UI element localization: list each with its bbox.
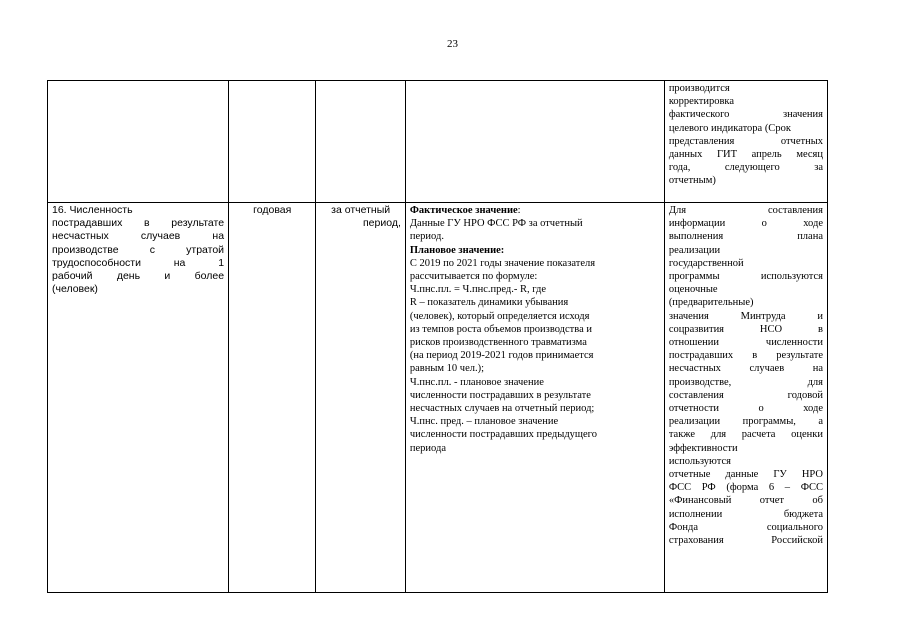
text-line: несчастных случаев на xyxy=(52,230,225,243)
text-line: рабочий день и более xyxy=(52,270,225,283)
planned-value-heading: Плановое значение: xyxy=(409,244,505,256)
text-line: равным 10 чел.); xyxy=(409,363,485,375)
text-line: используются xyxy=(668,455,731,467)
text-line: «Финансовый отчет об xyxy=(668,495,823,507)
text-line: за отчетный xyxy=(331,204,391,216)
formula-line: Ч.пнс.пл. = Ч.пнс.пред.- R, где xyxy=(409,284,546,296)
text-line: года, следующего за xyxy=(668,162,823,174)
text-line: программы используются xyxy=(668,271,823,283)
indicator-table xyxy=(47,80,828,593)
cell-periodicity xyxy=(229,203,316,593)
text-line: производстве с утратой xyxy=(52,243,225,256)
cell-data-source xyxy=(664,203,827,593)
text-line: составления годовой xyxy=(668,389,823,401)
text-line: значения Минтруда и xyxy=(668,310,823,322)
text-line: отчетным) xyxy=(668,175,716,187)
text-line: производится xyxy=(668,83,730,94)
text-line: пострадавших в результате xyxy=(668,350,823,362)
text-line: Фонда социального xyxy=(668,521,823,533)
text-line: отчетности о ходе xyxy=(668,403,823,415)
text-line: реализации программы, а xyxy=(668,416,823,428)
text-line: данных ГИТ апрель месяц xyxy=(668,149,823,161)
text-line: С 2019 по 2021 годы значение показателя xyxy=(409,257,596,269)
table-row-continuation xyxy=(48,81,828,203)
actual-value-heading-line xyxy=(410,204,660,217)
cell-period xyxy=(316,203,405,593)
text-line: корректировка xyxy=(668,96,735,108)
text-line: (предварительные) xyxy=(668,297,754,309)
text-line: оценочные xyxy=(668,284,718,296)
text-line: несчастных случаев на xyxy=(668,363,823,375)
text-line: соцразвития НСО в xyxy=(668,323,823,335)
text-line: периода xyxy=(409,442,446,454)
table-row-indicator-16 xyxy=(48,203,828,593)
text-line: Данные ГУ НРО ФСС РФ за отчетный xyxy=(409,218,583,230)
text-line: государственной xyxy=(668,257,744,269)
text-line: период. xyxy=(409,231,444,243)
cell-method-empty xyxy=(405,81,664,203)
text-line: Ч.пнс.пл. - плановое значение xyxy=(409,376,544,388)
text-line: отчетные данные ГУ НРО xyxy=(668,469,823,481)
text-line: информации о ходе xyxy=(668,218,823,230)
text-line: период, xyxy=(362,217,401,230)
actual-value-heading: Фактическое значение xyxy=(409,205,518,216)
text-line: эффективности xyxy=(668,442,738,454)
text-line: (человек), который определяется исходя xyxy=(409,310,590,322)
text-line: также для расчета оценки xyxy=(668,429,823,441)
text-line: Ч.пнс. пред. – плановое значение xyxy=(409,416,559,428)
text-line: фактического значения xyxy=(668,109,823,121)
text-line: R – показатель динамики убывания xyxy=(409,297,569,309)
page-number: 23 xyxy=(447,38,458,50)
text-line: целевого индикатора (Срок xyxy=(668,122,791,134)
text-line: численности пострадавших в результате xyxy=(409,389,591,401)
text-line: численности пострадавших предыдущего xyxy=(409,429,597,441)
text-line: реализации xyxy=(668,244,721,256)
text-line: страхования Российской xyxy=(668,535,823,547)
cell-indicator-empty xyxy=(48,81,229,203)
text-line: выполнения плана xyxy=(668,231,823,243)
cell-source-continuation xyxy=(664,81,827,203)
text-line: пострадавших в результате xyxy=(52,217,225,230)
text-line: представления отчетных xyxy=(668,135,823,147)
text-line: 16. Численность xyxy=(52,204,133,216)
text-line: Для составления xyxy=(668,205,823,216)
periodicity-value: годовая xyxy=(253,204,292,216)
text-line: трудоспособности на 1 xyxy=(52,256,225,269)
text-line: (человек) xyxy=(52,283,98,296)
cell-period-empty xyxy=(316,81,405,203)
text-line: производстве, для xyxy=(668,376,823,388)
heading-colon: : xyxy=(517,205,521,216)
text-line: рассчитывается по формуле: xyxy=(409,271,538,283)
cell-indicator-name xyxy=(48,203,229,593)
text-line: из темпов роста объемов производства и xyxy=(409,323,592,335)
text-line: исполнении бюджета xyxy=(668,508,823,520)
text-line: рисков производственного травматизма xyxy=(409,337,587,349)
text-line: ФСС РФ (форма 6 – ФСС xyxy=(668,482,823,494)
text-line: несчастных случаев на отчетный период; xyxy=(409,403,595,415)
cell-calculation-method xyxy=(405,203,664,593)
cell-periodicity-empty xyxy=(229,81,316,203)
text-line: (на период 2019-2021 годов принимается xyxy=(409,350,594,362)
text-line: отношении численности xyxy=(668,337,823,349)
